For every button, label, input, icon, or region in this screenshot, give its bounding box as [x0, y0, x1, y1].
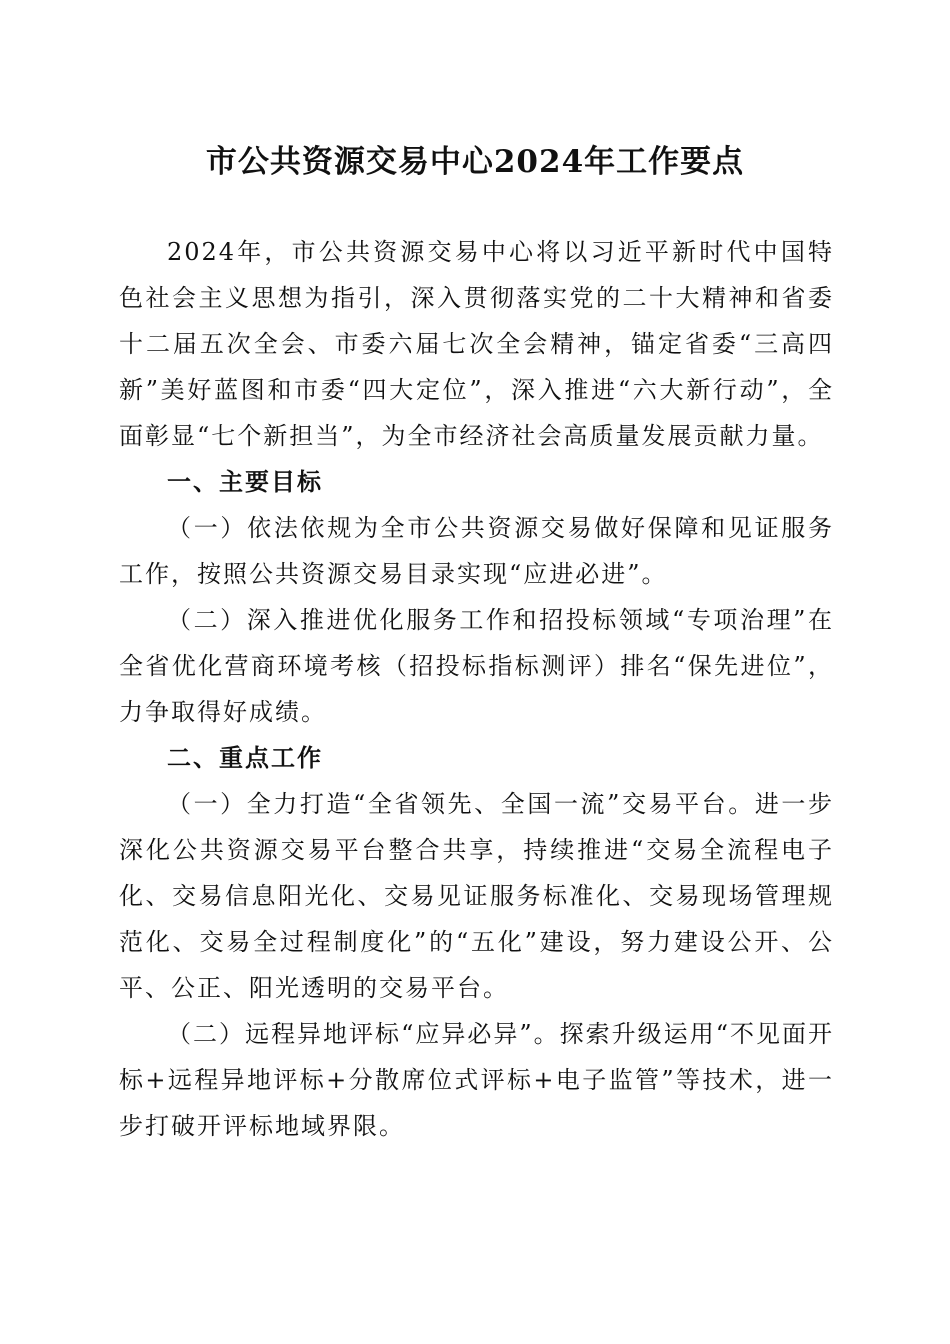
- work-item-2: （二）远程异地评标“应异必异”。探索升级运用“不见面开标+远程异地评标+分散席位式评标+电子监管”等技术，进一步打破开评标地域界限。: [119, 1020, 834, 1140]
- intro-paragraph: 2024年，市公共资源交易中心将以习近平新时代中国特色社会主义思想为指引，深入贯彻落实党的二十大精神和省委十二届五次全会、市委六届七次全会精神，锚定省委“三高四新”美好蓝图和市委“四大定位”，深入推进“六大新行动”，全面彰显“七个新担当”，为全市经济社会高质量发展贡献力量。: [119, 238, 834, 450]
- document-body: [119, 229, 834, 1149]
- work-item-1: （一）全力打造“全省领先、全国一流”交易平台。进一步深化公共资源交易平台整合共享，持续推进“交易全流程电子化、交易信息阳光化、交易见证服务标准化、交易现场管理规范化、交易全过程制度化”的“五化”建设，努力建设公开、公平、公正、阳光透明的交易平台。: [119, 790, 834, 1002]
- document-title: 市公共资源交易中心2024年工作要点: [205, 144, 745, 180]
- goal-item-2: （二）深入推进优化服务工作和招投标领域“专项治理”在全省优化营商环境考核（招投标指标测评）排名“保先进位”，力争取得好成绩。: [119, 606, 834, 726]
- section-heading-main-goals: 一、主要目标: [167, 468, 323, 496]
- goal-item-1: （一）依法依规为全市公共资源交易做好保障和见证服务工作，按照公共资源交易目录实现“应进必进”。: [119, 514, 834, 588]
- section-heading-key-work: 二、重点工作: [167, 744, 323, 772]
